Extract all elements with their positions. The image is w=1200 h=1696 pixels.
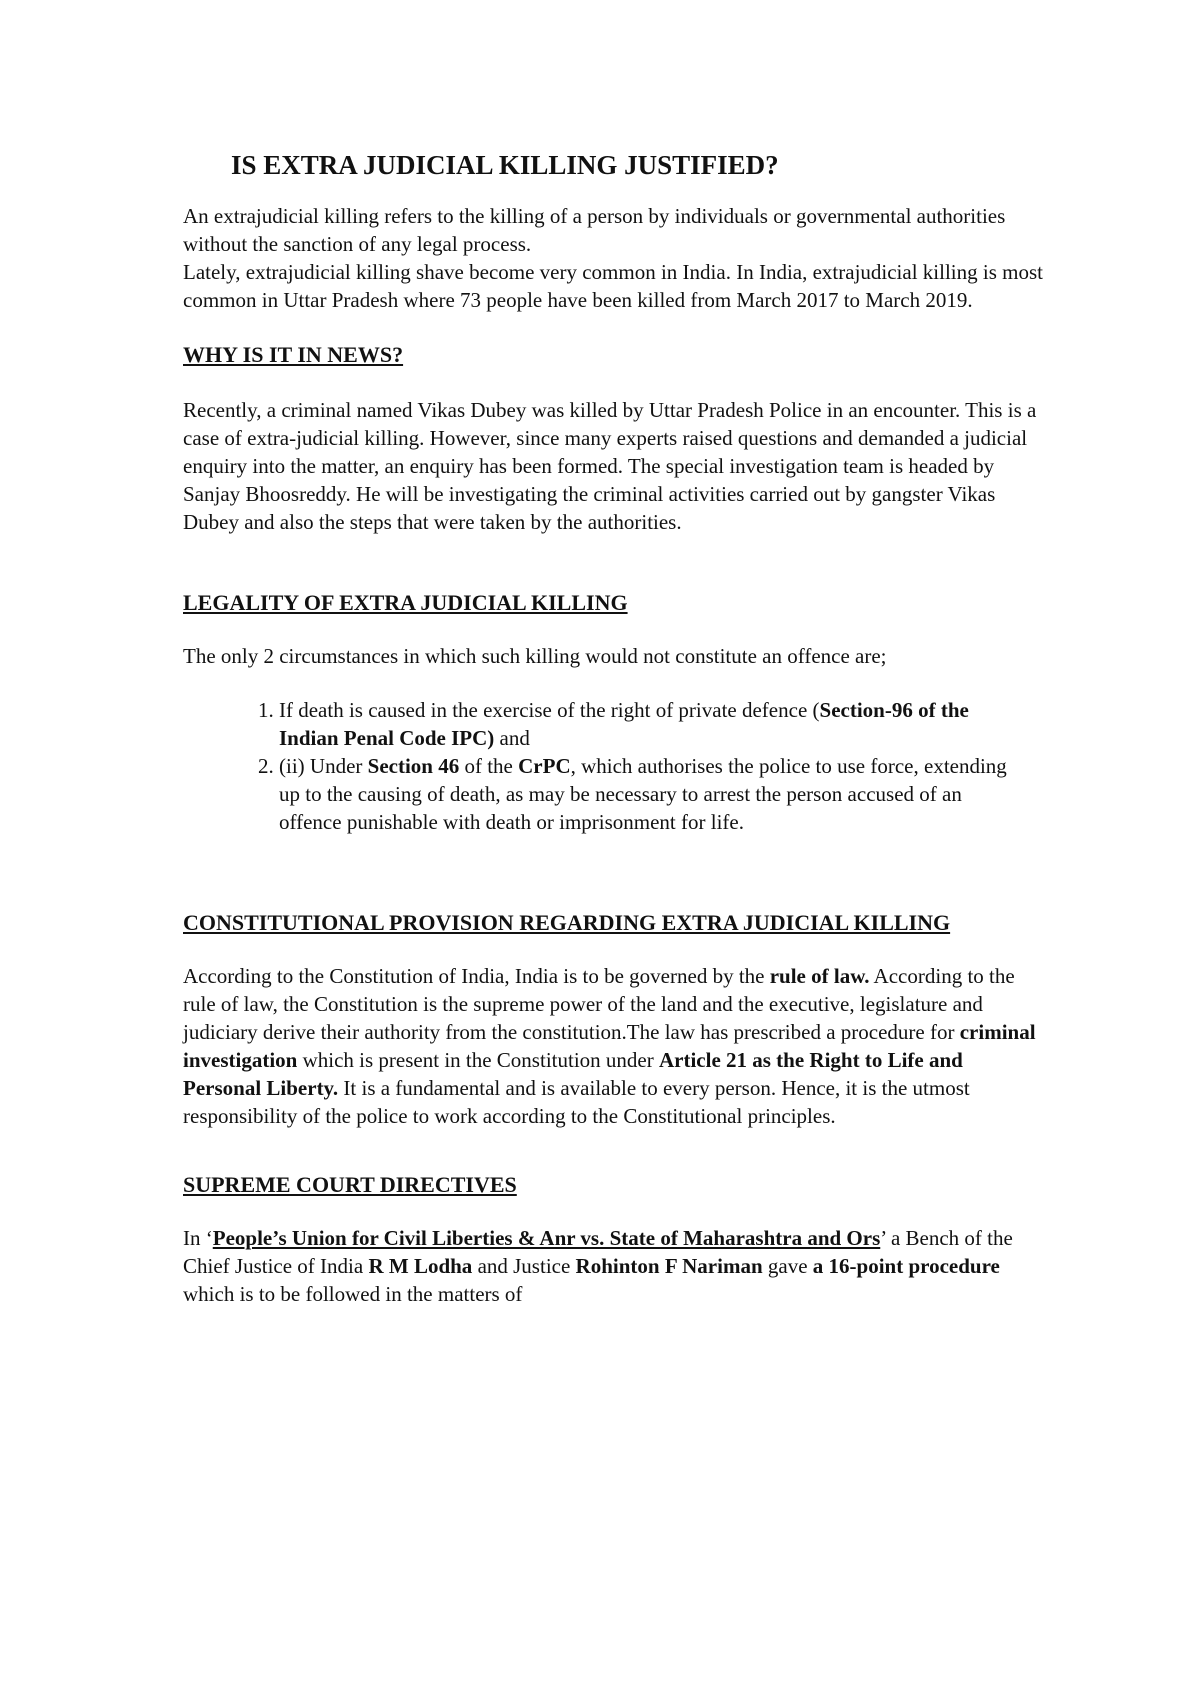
const-text-2: According to the rule of law, the Constitution is the supreme power of the land and the executive, legislature and judiciary derive their authority from the constitution.The law has prescribed a procedure for xyxy=(183,964,1015,1044)
item1-bold: Section-96 of the Indian Penal Code IPC) xyxy=(279,698,969,750)
const-bold-article-21: Article 21 as the Right to Life and Personal Liberty. xyxy=(183,1048,963,1100)
intro-paragraph-2: Lately, extrajudicial killing shave become very common in India. In India, extrajudicial killing is most common in Uttar Pradesh where 73 people have been killed from March 2017 to March 2019. xyxy=(183,260,1043,312)
circumstances-list xyxy=(183,696,1019,836)
heading-supreme-court: SUPREME COURT DIRECTIVES xyxy=(183,1172,517,1197)
heading-why-in-news: WHY IS IT IN NEWS? xyxy=(183,342,404,367)
const-bold-criminal-investigation: criminal investigation xyxy=(183,1020,1036,1072)
sc-bold-procedure: a 16-point procedure xyxy=(812,1254,1000,1278)
sc-case-name: People’s Union for Civil Liberties & Anr vs. State of Maharashtra and Ors xyxy=(212,1226,881,1250)
item2-bold-crpc: CrPC xyxy=(518,754,571,778)
list-item xyxy=(279,752,1019,836)
sc-bold-lodha: R M Lodha xyxy=(368,1254,473,1278)
constitutional-paragraph xyxy=(183,962,1043,1130)
document-body xyxy=(183,148,1043,1308)
sc-bold-nariman: Rohinton F Nariman xyxy=(575,1254,763,1278)
item2-bold-section: Section 46 xyxy=(367,754,460,778)
sc-text-1: In ‘ xyxy=(183,1226,213,1250)
sc-text-5: which is to be followed in the matters of xyxy=(183,1282,523,1306)
const-text-3: which is present in the Constitution under xyxy=(297,1048,659,1072)
sc-text-3: and Justice xyxy=(472,1254,576,1278)
list-item xyxy=(279,696,1019,752)
intro-paragraph-1: An extrajudicial killing refers to the killing of a person by individuals or governmental authorities without the sanction of any legal process. xyxy=(183,204,1006,256)
const-bold-rule-of-law: rule of law. xyxy=(769,964,870,988)
heading-constitutional: CONSTITUTIONAL PROVISION REGARDING EXTRA JUDICIAL KILLING xyxy=(183,910,951,935)
legality-lead: The only 2 circumstances in which such killing would not constitute an offence are; xyxy=(183,644,887,668)
const-text-1: According to the Constitution of India, India is to be governed by the xyxy=(183,964,770,988)
heading-legality: LEGALITY OF EXTRA JUDICIAL KILLING xyxy=(183,590,628,615)
item2-mid: of the xyxy=(459,754,519,778)
document-title: IS EXTRA JUDICIAL KILLING JUSTIFIED? xyxy=(231,150,779,180)
item1-post: and xyxy=(494,726,530,750)
item2-post: , which authorises the police to use force, extending up to the causing of death, as may be necessary to arrest the person accused of an offence punishable with death or imprisonment for life. xyxy=(279,754,1007,834)
item1-text: If death is caused in the exercise of the right of private defence ( xyxy=(279,698,820,722)
item2-pre: (ii) Under xyxy=(279,754,368,778)
sc-text-2: ’ a Bench of the Chief Justice of India xyxy=(183,1226,1013,1278)
const-text-4: It is a fundamental and is available to every person. Hence, it is the utmost responsibility of the police to work according to the Constitutional principles. xyxy=(183,1076,970,1128)
supreme-paragraph xyxy=(183,1224,1043,1308)
why-paragraph: Recently, a criminal named Vikas Dubey was killed by Uttar Pradesh Police in an encounter. This is a case of extra-judicial killing. However, since many experts raised questions and demanded a judicial enquiry into the matter, an enquiry has been formed. The special investigation team is headed by Sanjay Bhoosreddy. He will be investigating the criminal activities carried out by gangster Vikas Dubey and also the steps that were taken by the authorities. xyxy=(183,398,1037,534)
sc-text-4: gave xyxy=(762,1254,813,1278)
